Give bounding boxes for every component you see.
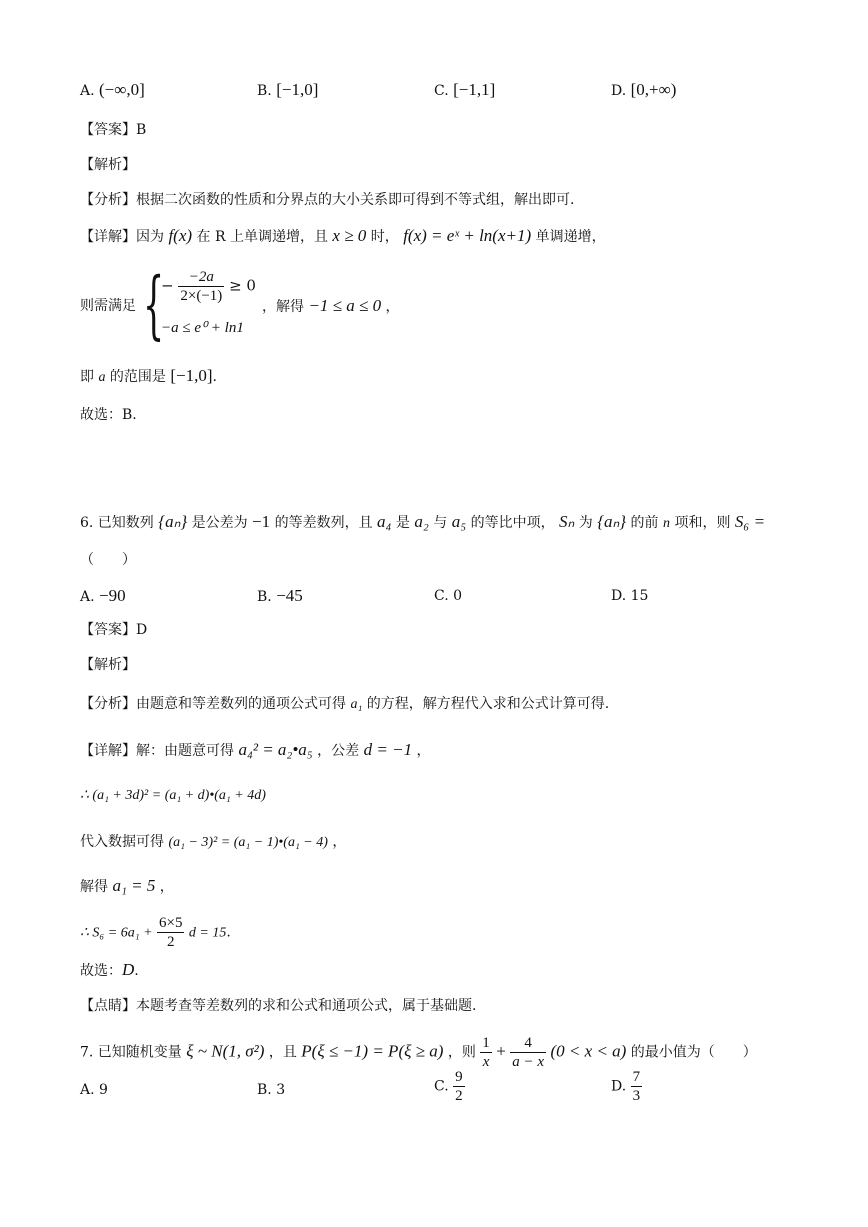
- q5-detail: 【详解】因为 f(x) 在 R 上单调递增，且 x ≥ 0 时， f(x) = eˣ + ln(x+1) 单调递增，: [80, 226, 606, 245]
- q5-fenxi: 【分析】根据二次函数的性质和分界点的大小关系即可得到不等式组，解出即可.: [80, 192, 575, 208]
- q7-option-d: D. $\frac{7}{3}$: [611, 1069, 641, 1104]
- q6-option-c: C. 0: [434, 588, 463, 604]
- brace-icon: {: [143, 262, 165, 348]
- q6-answer: 【答案】D: [80, 622, 148, 638]
- q6-step1: ∴ (a₁ + 3d)² = (a₁ + d)•(a₁ + 4d): [80, 788, 266, 803]
- q5-need-label: 则需满足: [80, 298, 136, 314]
- q6-option-b: B. −45: [257, 586, 303, 605]
- q5-answer: 【答案】B: [80, 122, 147, 138]
- q6-step2: 代入数据可得 (a₁ − 3)² = (a₁ − 1)•(a₁ − 4) ，: [80, 834, 347, 850]
- q6-option-d: D. 15: [611, 588, 649, 604]
- q5-option-c: C. [−1,1]: [434, 80, 496, 99]
- q7-stem: 7. 已知随机变量 ξ ~ N(1, σ²) ，且 P(ξ ≤ −1) = P(ξ ≥ a) ，则 $\frac{1}{x}$ + $\frac{4}{a - x}$ (0 < x < a) 的最小值为（ ）: [80, 1035, 757, 1070]
- q5-sys-row2: −a ≤ e⁰ + ln1: [161, 320, 244, 336]
- q5-choose: 故选：B.: [80, 407, 137, 423]
- q6-option-a: A. −90: [80, 586, 126, 605]
- q5-analysis-title: 【解析】: [80, 157, 136, 173]
- q5-option-d: D. [0,+∞): [611, 80, 677, 99]
- q6-choose: 故选：D.: [80, 960, 139, 979]
- q6-fenxi: 【分析】由题意和等差数列的通项公式可得 a₁ 的方程，解方程代入求和公式计算可得.: [80, 696, 610, 712]
- q6-analysis-title: 【解析】: [80, 657, 136, 673]
- q6-stem: 6. 已知数列 {aₙ} 是公差为 −1 的等差数列，且 a₄ 是 a₂ 与 a₅ 的等比中项， Sₙ 为 {aₙ} 的前 n 项和，则 S₆ =: [80, 512, 766, 531]
- q7-option-b: B. 3: [257, 1082, 286, 1098]
- q5-solve: ，解得 −1 ≤ a ≤ 0 ，: [262, 296, 400, 315]
- q7-option-a: A. 9: [80, 1082, 108, 1098]
- q6-step4: ∴ S₆ = 6a₁ + $\frac{6\times 5}{2}$ d = 15.: [80, 915, 231, 950]
- q6-detail: 【详解】解：由题意可得 a₄² = a₂•a₅ ，公差 d = −1 ，: [80, 740, 431, 759]
- q5-option-a: A. (−∞,0]: [80, 80, 145, 99]
- q5-option-b: B. [−1,0]: [257, 80, 319, 99]
- q6-step3: 解得 a₁ = 5 ，: [80, 876, 174, 895]
- q6-blank: （ ）: [80, 552, 136, 568]
- q5-sys-row1: − $\frac{-2a}{2\times(-1)}$ ≥ 0: [161, 269, 256, 304]
- q7-option-c: C. $\frac{9}{2}$: [434, 1069, 463, 1104]
- q5-range: 即 a 的范围是 [−1,0].: [80, 366, 217, 385]
- q6-dianjing: 【点睛】本题考查等差数列的求和公式和通项公式，属于基础题.: [80, 998, 477, 1014]
